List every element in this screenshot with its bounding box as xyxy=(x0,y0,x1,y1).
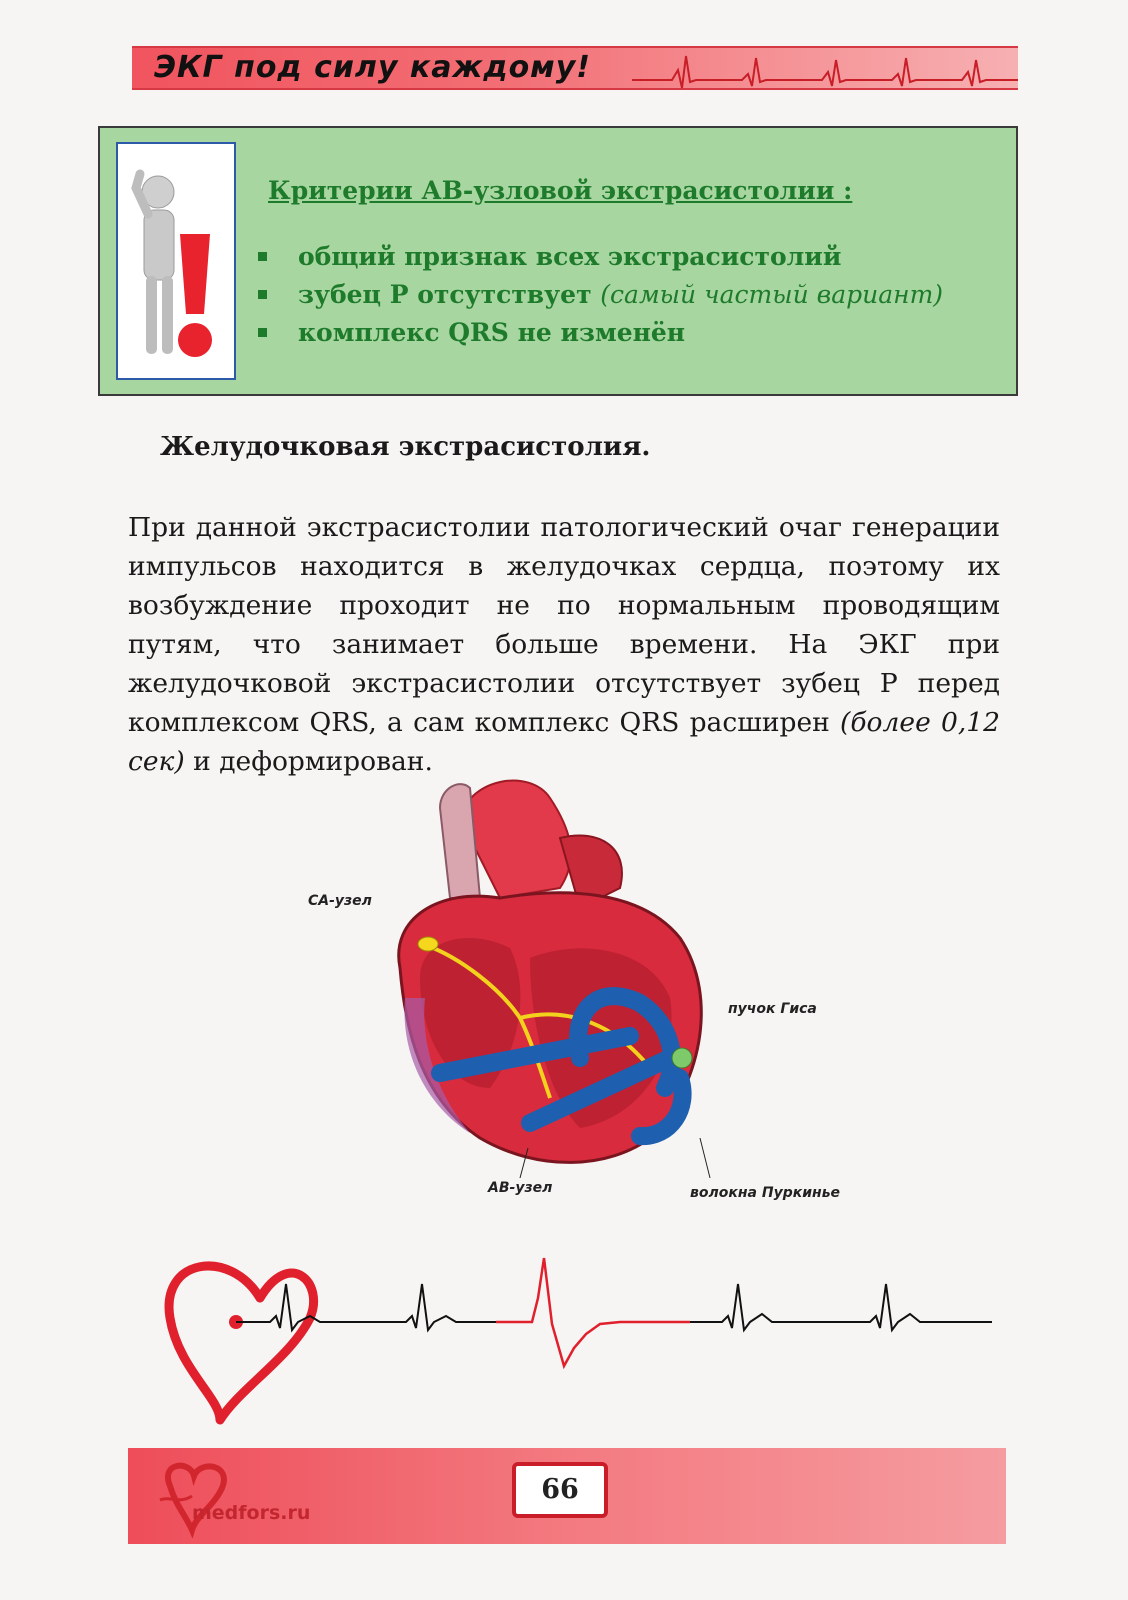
criteria-list xyxy=(250,242,943,356)
criteria-box xyxy=(98,126,1018,396)
bullet-icon xyxy=(258,290,267,299)
list-item xyxy=(250,242,943,280)
criteria-item-text: комплекс QRS не изменён xyxy=(298,318,686,347)
header-banner xyxy=(132,46,1018,90)
header-ecg-icon xyxy=(632,48,1018,92)
list-item xyxy=(250,318,943,356)
paragraph-text: При данной экстрасистолии патологический очаг генерации импульсов находится в желудочках сердца, поэтому их возбуждение проходит не по нормальным проводящим путям, что занимает больше времени. На ЭКГ при желудочковой экстрасистолии отсутствует зубец Р перед комплексом QRS, а сам комплекс QRS расширен xyxy=(128,512,1000,738)
paragraph-italic: (более 0,12 сек) xyxy=(128,707,1000,777)
ecg-trace-normal xyxy=(236,1284,496,1330)
header-title: ЭКГ под силу каждому! xyxy=(154,50,591,85)
man-with-exclamation-icon xyxy=(118,144,234,378)
ecg-strip xyxy=(160,1238,1000,1428)
section-heading: Желудочковая экстрасистолия. xyxy=(160,432,651,462)
ecg-trace-extrasystole xyxy=(496,1258,690,1366)
bullet-icon xyxy=(258,252,267,261)
sa-node-label: СА-узел xyxy=(308,893,372,909)
his-bundle-label: пучок Гиса xyxy=(728,1001,817,1017)
heart-outline-icon xyxy=(169,1266,314,1420)
footer-banner xyxy=(128,1448,1006,1544)
list-item xyxy=(250,280,943,318)
footer-logo-text: medfors.ru xyxy=(192,1502,311,1524)
paragraph-text-end: и деформирован. xyxy=(184,746,433,777)
criteria-item-text: общий признак всех экстрасистолий xyxy=(298,242,842,271)
exclamation-figure-image xyxy=(116,142,236,380)
bullet-icon xyxy=(258,328,267,337)
ecg-trace-normal-2 xyxy=(690,1284,992,1330)
criteria-item-text: зубец Р отсутствует xyxy=(298,280,601,309)
heart-conduction-diagram xyxy=(380,768,720,1178)
criteria-item-note: (самый частый вариант) xyxy=(600,280,944,309)
body-paragraph xyxy=(128,508,1000,781)
page-number: 66 xyxy=(512,1462,608,1518)
purkinje-fibers-label: волокна Пуркинье xyxy=(690,1185,841,1201)
av-node-label: АВ-узел xyxy=(488,1180,553,1196)
criteria-title: Критерии АВ-узловой экстрасистолии : xyxy=(268,176,853,205)
medfors-logo-icon xyxy=(140,1456,300,1538)
